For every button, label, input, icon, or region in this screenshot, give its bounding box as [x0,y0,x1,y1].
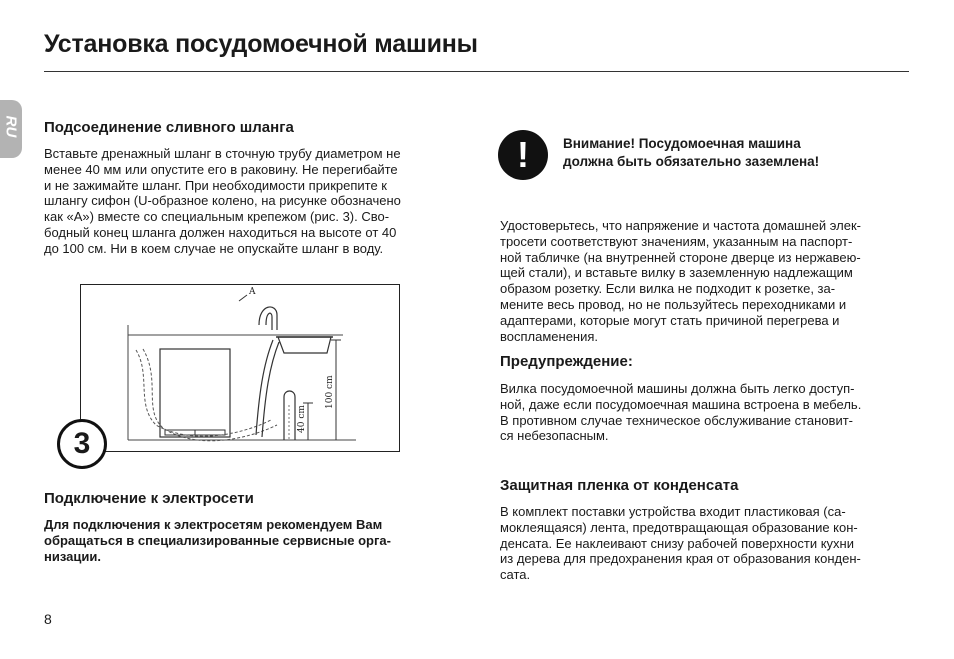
text-line: до 100 см. Ни в коем случае не опускайте шланг в воду. [44,240,384,256]
text-line: воспламенения. [500,328,599,344]
page-title: Установка посудомоечной машины [44,30,478,58]
text-line: денсата. Ее наклеивают снизу рабочей поверхности кухни [500,535,855,551]
label-a: A [249,287,256,297]
text-line: ной табличке (на внутренней стороне дверце из нержавею- [500,249,861,265]
language-tab-label: RU [2,115,20,138]
figure-number: 3 [57,419,107,469]
label-100cm: 100 cm [325,375,335,409]
diagram-sink [278,337,331,353]
text-line: менее 40 мм или опустите его в раковину. Не перегибайте [44,161,398,177]
diagram-u-bend [259,307,277,330]
electric-heading: Подключение к электросети [44,490,254,507]
drain-hose-text [44,146,454,257]
text-line: низации. [44,548,101,564]
caution-text [500,381,909,444]
page-number: 8 [44,611,52,627]
text-line: Внимание! Посудомоечная машина [563,136,801,151]
text-line: мените весь провод, но не пользуйтесь переходниками и [500,296,847,312]
text-line: ной, даже если посудомоечная машина встроена в мебель. [500,396,862,412]
text-line: сата. [500,567,531,583]
caution-heading: Предупреждение: [500,353,633,370]
diagram-dishwasher [160,349,230,437]
text-line: бодный конец шланга должен находиться на высоте от 40 [44,224,397,240]
language-tab [0,100,22,158]
film-heading: Защитная пленка от конденсата [500,477,739,494]
voltage-text [500,218,909,344]
text-line: шлангу сифон (U-образное колено, на рисунке обозначено [44,193,401,209]
text-line: Для подключения к электросетям рекомендуем Вам [44,517,383,532]
exclamation-icon: ! [498,130,548,180]
text-line: Вилка посудомоечной машины должна быть легко доступ- [500,381,855,396]
text-line: Удостоверьтесь, что напряжение и частота домашней элек- [500,218,861,233]
text-line: ся небезопасным. [500,428,609,444]
text-line: В противном случае техническое обслуживание становит- [500,412,853,428]
text-line: из дерева для предохранения края от образования конден- [500,551,861,567]
label-40cm: 40 cm [297,405,307,433]
diagram-standpipe [284,397,295,440]
text-line: тросети соответствуют значениям, указанным на паспорт- [500,233,853,249]
text-line: как «А») вместе со специальным крепежом (рис. 3). Сво- [44,209,390,225]
title-divider [44,71,909,72]
drain-installation-figure [80,284,400,452]
text-line: В комплект поставки устройства входит пластиковая (са- [500,504,846,519]
text-line: образом розетку. Если вилка не подходит к розетке, за- [500,281,836,297]
text-line: обращаться в специализированные сервисные орга- [44,532,391,548]
text-line: и не зажимайте шланг. При необходимости прикрепите к [44,177,387,193]
drain-hose-heading: Подсоединение сливного шланга [44,119,294,136]
text-line: Вставьте дренажный шланг в сточную трубу диаметром не [44,146,401,161]
text-line: должна быть обязательно заземлена! [563,154,820,169]
text-line: щей стали), и вставьте вилку в заземленную надлежащим [500,265,853,281]
electric-text [44,517,454,564]
film-text [500,504,909,583]
drain-diagram [81,285,399,451]
grounding-warning [563,135,903,171]
text-line: адаптерами, которые могут стать причиной перегрева и [500,312,840,328]
text-line: моклеящаяся) лента, предотвращающая образование кон- [500,519,858,535]
